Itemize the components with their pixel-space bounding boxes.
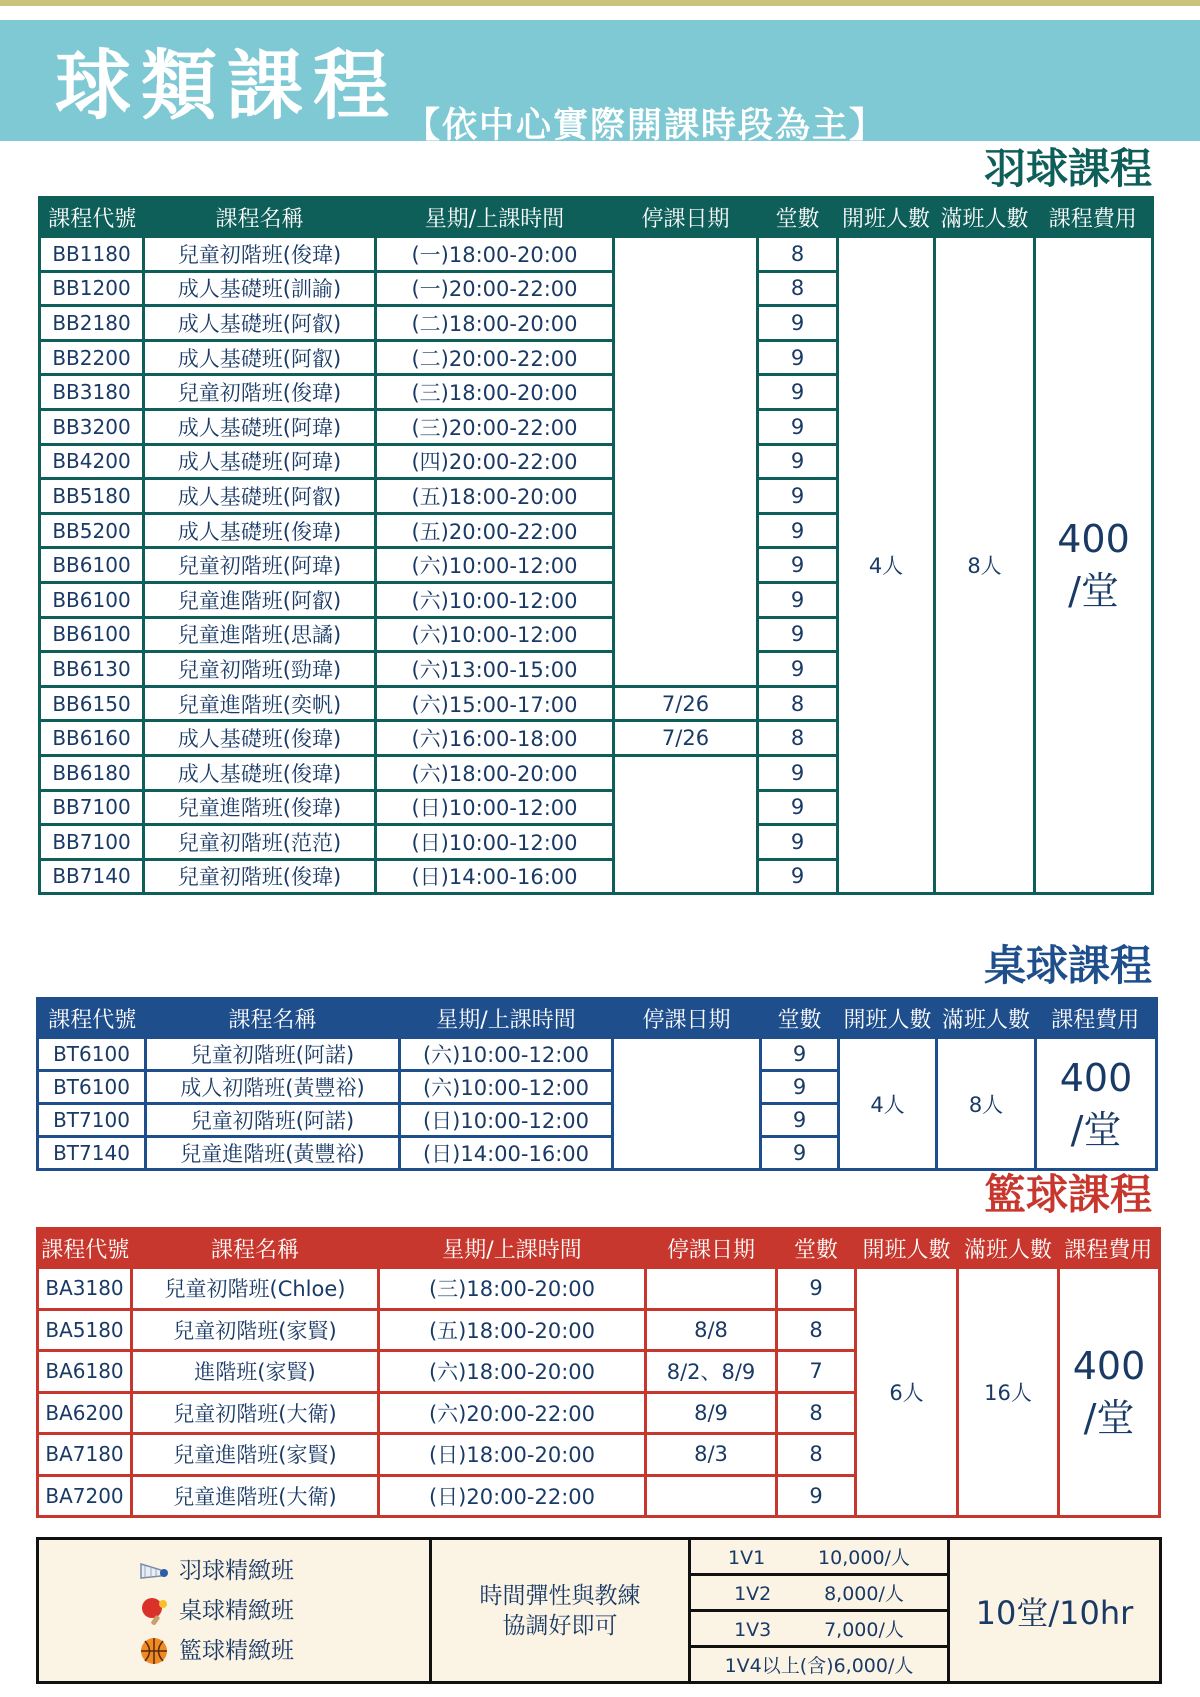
course-code: BT7100 (38, 1104, 146, 1137)
course-code: BT6100 (38, 1071, 146, 1104)
col-stop: 停課日期 (614, 198, 758, 237)
course-time: (日)14:00-16:00 (376, 859, 614, 894)
course-time: (四)20:00-22:00 (376, 444, 614, 479)
session-count: 9 (758, 340, 838, 375)
session-count: 9 (758, 409, 838, 444)
course-fee (1059, 1268, 1160, 1517)
tabletennis-header-row (38, 999, 1157, 1038)
col-min: 開班人數 (856, 1229, 958, 1268)
course-name: 成人基礎班(俊瑋) (144, 513, 376, 548)
course-code: BA6180 (38, 1351, 132, 1393)
course-name: 兒童初階班(Chloe) (132, 1268, 379, 1310)
stop-date: 8/3 (646, 1434, 777, 1476)
course-name: 成人基礎班(阿瑋) (144, 444, 376, 479)
table-row (40, 237, 1153, 272)
col-max: 滿班人數 (935, 198, 1035, 237)
session-count: 9 (758, 755, 838, 790)
session-count: 9 (777, 1268, 856, 1310)
header-banner (0, 20, 1200, 146)
session-count: 9 (758, 375, 838, 410)
session-count: 9 (758, 859, 838, 894)
session-count: 9 (758, 582, 838, 617)
course-time: (五)18:00-20:00 (379, 1309, 646, 1351)
course-name: 成人基礎班(阿瑋) (144, 409, 376, 444)
course-name: 成人基礎班(阿叡) (144, 479, 376, 514)
session-count: 9 (758, 444, 838, 479)
premium-item-label: 桌球精緻班 (179, 1597, 294, 1624)
course-name: 兒童進階班(黃豐裕) (146, 1137, 400, 1170)
course-code: BB4200 (40, 444, 144, 479)
course-name: 兒童初階班(俊瑋) (144, 237, 376, 272)
price-value: 10,000/人 (818, 1547, 910, 1569)
course-time: (三)18:00-20:00 (379, 1268, 646, 1310)
col-code: 課程代號 (38, 1229, 132, 1268)
badminton-table (38, 196, 1154, 895)
session-count: 8 (777, 1392, 856, 1434)
session-count: 8 (777, 1434, 856, 1476)
course-name: 兒童進階班(俊瑋) (144, 790, 376, 825)
premium-item-basketball (139, 1631, 429, 1671)
col-fee: 課程費用 (1035, 198, 1153, 237)
price-option: 1V2 (734, 1583, 772, 1605)
session-count: 8 (758, 271, 838, 306)
premium-package: 10堂/10hr (949, 1539, 1161, 1683)
course-code: BB6100 (40, 548, 144, 583)
course-time: (二)18:00-20:00 (376, 306, 614, 341)
tabletennis-table (36, 997, 1158, 1171)
price-option: 1V4以上(含) (724, 1655, 834, 1677)
price-option: 1V1 (728, 1547, 766, 1569)
table-row (38, 1268, 1160, 1310)
premium-note (431, 1539, 690, 1683)
col-stop: 停課日期 (613, 999, 761, 1038)
stop-date: 8/9 (646, 1392, 777, 1434)
col-name: 課程名稱 (146, 999, 400, 1038)
course-name: 成人基礎班(訓諭) (144, 271, 376, 306)
price-row (690, 1575, 949, 1611)
course-code: BB6180 (40, 755, 144, 790)
col-min: 開班人數 (839, 999, 937, 1038)
session-count: 9 (758, 617, 838, 652)
course-code: BT6100 (38, 1038, 146, 1071)
stop-date (614, 755, 758, 893)
premium-note-line: 時間彈性與教練 (479, 1582, 641, 1609)
course-code: BA7200 (38, 1475, 132, 1517)
price-row (690, 1611, 949, 1647)
course-time: (一)18:00-20:00 (376, 237, 614, 272)
course-code: BB2180 (40, 306, 144, 341)
course-code: BB6130 (40, 652, 144, 687)
course-name: 兒童初階班(范范) (144, 825, 376, 860)
session-count: 9 (758, 306, 838, 341)
min-students: 4人 (838, 237, 935, 894)
page-title: 球類課程 (55, 41, 399, 130)
course-name: 兒童進階班(思譎) (144, 617, 376, 652)
course-code: BB6160 (40, 721, 144, 756)
course-time: (日)14:00-16:00 (400, 1137, 613, 1170)
course-time: (六)10:00-12:00 (376, 582, 614, 617)
course-code: BB6100 (40, 617, 144, 652)
max-students: 8人 (937, 1038, 1036, 1170)
session-count: 8 (758, 721, 838, 756)
fee-unit: /堂 (1070, 1107, 1122, 1152)
course-name: 進階班(家賢) (132, 1351, 379, 1393)
premium-box (36, 1537, 1162, 1684)
course-time: (六)15:00-17:00 (376, 686, 614, 721)
premium-item-label: 籃球精緻班 (179, 1637, 294, 1664)
min-students: 4人 (839, 1038, 937, 1170)
course-code: BB1200 (40, 271, 144, 306)
basketball-title: 籃球課程 (983, 1170, 1152, 1219)
tabletennis-title: 桌球課程 (983, 941, 1152, 990)
col-fee: 課程費用 (1059, 1229, 1160, 1268)
course-name: 兒童初階班(阿諾) (146, 1104, 400, 1137)
course-time: (日)20:00-22:00 (379, 1475, 646, 1517)
session-count: 9 (761, 1104, 839, 1137)
course-code: BB1180 (40, 237, 144, 272)
price-value: 8,000/人 (824, 1583, 904, 1605)
session-count: 8 (758, 686, 838, 721)
session-count: 9 (758, 790, 838, 825)
course-name: 兒童初階班(俊瑋) (144, 375, 376, 410)
course-code: BB5180 (40, 479, 144, 514)
top-border (0, 0, 1200, 6)
basketball-table (36, 1227, 1161, 1518)
price-row (690, 1647, 949, 1683)
stop-date: 7/26 (614, 721, 758, 756)
stop-date (614, 237, 758, 687)
course-time: (日)10:00-12:00 (376, 825, 614, 860)
basketball-header-row (38, 1229, 1160, 1268)
course-time: (六)18:00-20:00 (379, 1351, 646, 1393)
min-students: 6人 (856, 1268, 958, 1517)
course-name: 兒童進階班(家賢) (132, 1434, 379, 1476)
course-time: (五)20:00-22:00 (376, 513, 614, 548)
fee-unit: /堂 (1083, 1396, 1135, 1440)
course-name: 成人基礎班(俊瑋) (144, 755, 376, 790)
col-name: 課程名稱 (144, 198, 376, 237)
course-code: BT7140 (38, 1137, 146, 1170)
col-code: 課程代號 (40, 198, 144, 237)
course-name: 兒童進階班(大衛) (132, 1475, 379, 1517)
session-count: 9 (761, 1038, 839, 1071)
price-row (690, 1539, 949, 1575)
max-students: 16人 (958, 1268, 1059, 1517)
course-code: BB3200 (40, 409, 144, 444)
col-max: 滿班人數 (937, 999, 1036, 1038)
session-count: 9 (761, 1071, 839, 1104)
ping-pong-icon (139, 1596, 169, 1626)
col-count: 堂數 (761, 999, 839, 1038)
fee-amount: 400 (1057, 517, 1130, 562)
course-time: (六)10:00-12:00 (400, 1071, 613, 1104)
course-time: (六)20:00-22:00 (379, 1392, 646, 1434)
course-code: BA5180 (38, 1309, 132, 1351)
stop-date: 7/26 (614, 686, 758, 721)
course-code: BB3180 (40, 375, 144, 410)
premium-item-badminton (139, 1551, 429, 1591)
course-time: (一)20:00-22:00 (376, 271, 614, 306)
shuttlecock-icon (139, 1556, 169, 1586)
fee-amount: 400 (1059, 1055, 1133, 1100)
basketball-icon (139, 1636, 169, 1666)
session-count: 9 (758, 513, 838, 548)
price-option: 1V3 (734, 1619, 772, 1641)
session-count: 9 (758, 479, 838, 514)
col-count: 堂數 (758, 198, 838, 237)
premium-note-line: 協調好即可 (502, 1612, 618, 1639)
course-name: 兒童初階班(俊瑋) (144, 859, 376, 894)
col-count: 堂數 (777, 1229, 856, 1268)
session-count: 8 (758, 237, 838, 272)
course-code: BA3180 (38, 1268, 132, 1310)
course-name: 成人初階班(黃豐裕) (146, 1071, 400, 1104)
fee-unit: /堂 (1068, 569, 1119, 614)
course-time: (六)18:00-20:00 (376, 755, 614, 790)
session-count: 9 (777, 1475, 856, 1517)
course-code: BB7100 (40, 790, 144, 825)
course-name: 兒童初階班(阿瑋) (144, 548, 376, 583)
course-name: 兒童初階班(大衛) (132, 1392, 379, 1434)
page-subtitle: 【依中心實際開課時段為主】 (405, 106, 887, 146)
price-value: 6,000/人 (833, 1655, 914, 1677)
badminton-title: 羽球課程 (983, 144, 1152, 193)
stop-date: 8/2、8/9 (646, 1351, 777, 1393)
col-fee: 課程費用 (1036, 999, 1157, 1038)
course-time: (日)10:00-12:00 (376, 790, 614, 825)
course-name: 成人基礎班(阿叡) (144, 306, 376, 341)
col-time: 星期/上課時間 (400, 999, 613, 1038)
course-code: BB7100 (40, 825, 144, 860)
course-time: (二)20:00-22:00 (376, 340, 614, 375)
session-count: 9 (761, 1137, 839, 1170)
stop-date (646, 1268, 777, 1310)
course-code: BB5200 (40, 513, 144, 548)
course-name: 兒童初階班(阿諾) (146, 1038, 400, 1071)
session-count: 9 (758, 548, 838, 583)
col-min: 開班人數 (838, 198, 935, 237)
badminton-header-row (40, 198, 1153, 237)
course-time: (五)18:00-20:00 (376, 479, 614, 514)
course-time: (三)18:00-20:00 (376, 375, 614, 410)
course-code: BB6150 (40, 686, 144, 721)
col-stop: 停課日期 (646, 1229, 777, 1268)
table-row (38, 1038, 1157, 1071)
premium-item-label: 羽球精緻班 (179, 1557, 294, 1584)
course-name: 成人基礎班(阿叡) (144, 340, 376, 375)
course-time: (日)10:00-12:00 (400, 1104, 613, 1137)
premium-item-tabletennis (139, 1591, 429, 1631)
premium-list (38, 1539, 431, 1683)
course-code: BA6200 (38, 1392, 132, 1434)
col-time: 星期/上課時間 (376, 198, 614, 237)
course-name: 兒童進階班(奕帆) (144, 686, 376, 721)
course-time: (三)20:00-22:00 (376, 409, 614, 444)
stop-date: 8/8 (646, 1309, 777, 1351)
course-time: (六)10:00-12:00 (376, 617, 614, 652)
course-time: (六)13:00-15:00 (376, 652, 614, 687)
course-name: 兒童進階班(阿叡) (144, 582, 376, 617)
course-code: BA7180 (38, 1434, 132, 1476)
session-count: 9 (758, 652, 838, 687)
course-time: (六)10:00-12:00 (400, 1038, 613, 1071)
course-name: 兒童初階班(家賢) (132, 1309, 379, 1351)
stop-date (646, 1475, 777, 1517)
fee-amount: 400 (1072, 1344, 1146, 1388)
course-fee (1035, 237, 1153, 894)
col-time: 星期/上課時間 (379, 1229, 646, 1268)
max-students: 8人 (935, 237, 1035, 894)
course-name: 成人基礎班(俊瑋) (144, 721, 376, 756)
stop-date (613, 1038, 761, 1170)
course-code: BB7140 (40, 859, 144, 894)
col-max: 滿班人數 (958, 1229, 1059, 1268)
course-code: BB2200 (40, 340, 144, 375)
session-count: 8 (777, 1309, 856, 1351)
col-code: 課程代號 (38, 999, 146, 1038)
session-count: 7 (777, 1351, 856, 1393)
course-time: (日)18:00-20:00 (379, 1434, 646, 1476)
price-value: 7,000/人 (824, 1619, 904, 1641)
course-fee (1036, 1038, 1157, 1170)
course-code: BB6100 (40, 582, 144, 617)
session-count: 9 (758, 825, 838, 860)
course-name: 兒童初階班(勁瑋) (144, 652, 376, 687)
course-time: (六)16:00-18:00 (376, 721, 614, 756)
course-time: (六)10:00-12:00 (376, 548, 614, 583)
col-name: 課程名稱 (132, 1229, 379, 1268)
